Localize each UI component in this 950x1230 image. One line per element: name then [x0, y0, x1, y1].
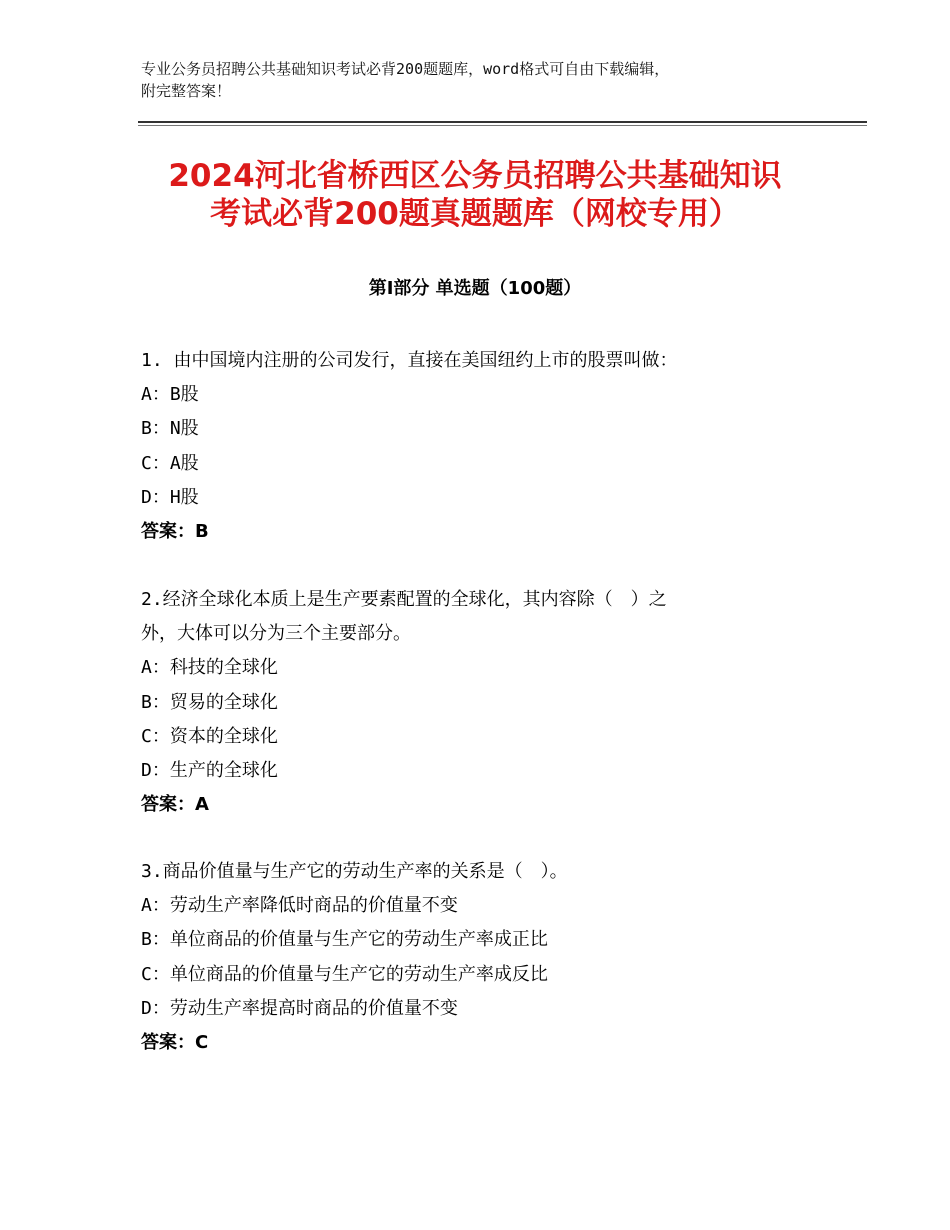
option-a: A：科技的全球化: [141, 657, 278, 679]
option-c: C：资本的全球化: [141, 725, 278, 747]
question-stem: 1. 由中国境内注册的公司发行，直接在美国纽约上市的股票叫做：: [141, 350, 678, 371]
option-b: B：N股: [141, 418, 199, 440]
document-title-line-2: 考试必背200题真题题库（网校专用）: [210, 196, 740, 232]
header-divider-thin: [138, 125, 867, 126]
section-title: 第Ⅰ部分 单选题（100题）: [368, 278, 582, 299]
question-stem-line-1: 2.经济全球化本质上是生产要素配置的全球化，其内容除（ ）之: [141, 589, 667, 610]
answer: 答案：B: [141, 520, 209, 542]
question-stem-line-2: 外，大体可以分为三个主要部分。: [141, 623, 411, 645]
option-b: B：单位商品的价值量与生产它的劳动生产率成正比: [141, 929, 548, 951]
option-d: D：H股: [141, 486, 199, 508]
document-title-line-1: 2024河北省桥西区公务员招聘公共基础知识: [168, 158, 782, 194]
question-2: [141, 583, 781, 822]
answer: 答案：A: [141, 794, 209, 816]
question-stem: 3.商品价值量与生产它的劳动生产率的关系是（ ）。: [141, 861, 568, 882]
option-b: B：贸易的全球化: [141, 691, 278, 713]
document-title: [95, 157, 855, 233]
answer: 答案：C: [141, 1031, 209, 1053]
header-divider-thick: [138, 121, 867, 123]
option-a: A：B股: [141, 384, 199, 406]
option-d: D：劳动生产率提高时商品的价值量不变: [141, 997, 458, 1019]
question-1: [141, 344, 781, 549]
option-c: C：单位商品的价值量与生产它的劳动生产率成反比: [141, 963, 548, 985]
header-note: [141, 58, 841, 102]
header-note-line-1: 专业公务员招聘公共基础知识考试必背200题题库，word格式可自由下载编辑，: [141, 60, 670, 78]
option-a: A：劳动生产率降低时商品的价值量不变: [141, 895, 458, 917]
question-3: [141, 855, 781, 1060]
header-note-line-2: 附完整答案！: [141, 82, 232, 100]
option-c: C：A股: [141, 452, 199, 474]
option-d: D：生产的全球化: [141, 759, 278, 781]
